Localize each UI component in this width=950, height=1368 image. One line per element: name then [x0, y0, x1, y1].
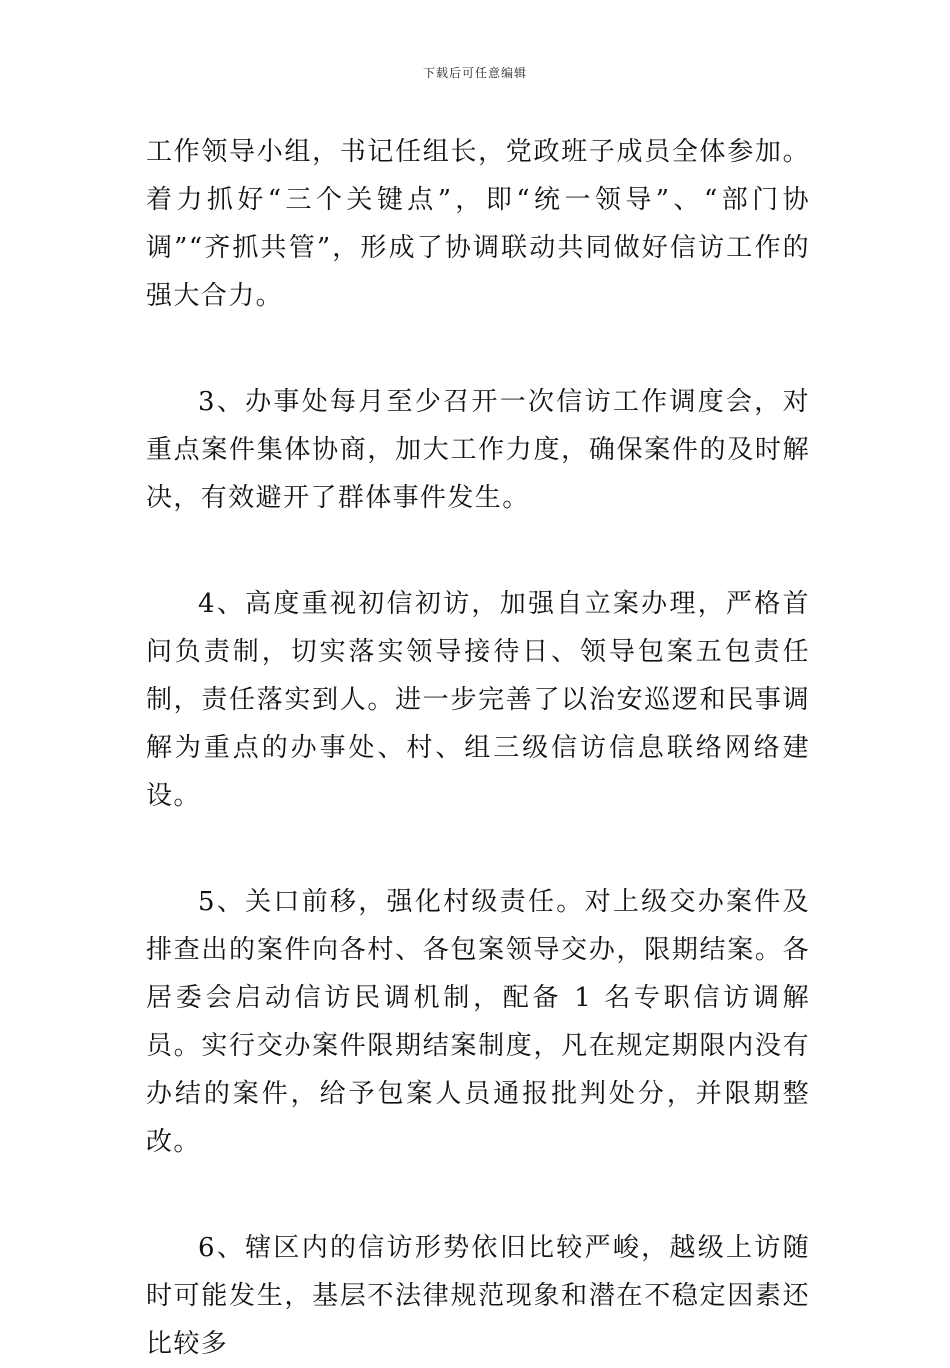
paragraph-gap [146, 820, 810, 878]
paragraph-item-4: 4、高度重视初信初访，加强自立案办理，严格首问负责制，切实落实领导接待日、领导包案五包责任制，责任落实到人。进一步完善了以治安巡逻和民事调解为重点的办事处、村、组三级信访信息联络网络建设。 [146, 589, 810, 811]
document-body [146, 128, 810, 1368]
paragraph-gap [146, 320, 810, 378]
paragraph-item-6: 6、辖区内的信访形势依旧比较严峻，越级上访随时可能发生，基层不法律规范现象和潜在不稳定因素还比较多 [146, 1233, 810, 1359]
paragraph-continuation: 工作领导小组，书记任组长，党政班子成员全体参加。着力抓好“三个关键点”，即“统一领导”、“部门协调”“齐抓共管”，形成了协调联动共同做好信访工作的强大合力。 [146, 137, 810, 311]
paragraph-item-5: 5、关口前移，强化村级责任。对上级交办案件及排查出的案件向各村、各包案领导交办，限期结案。各居委会启动信访民调机制，配备 1 名专职信访调解员。实行交办案件限期结案制度，凡在规定期限内没有办结的案件，给予包案人员通报批判处分，并限期整改。 [146, 887, 810, 1157]
paragraph-item-3: 3、办事处每月至少召开一次信访工作调度会，对重点案件集体协商，加大工作力度，确保案件的及时解决，有效避开了群体事件发生。 [146, 387, 810, 513]
page-header: 下载后可任意编辑 [422, 66, 527, 80]
paragraph-gap [146, 1166, 810, 1224]
paragraph-gap [146, 522, 810, 580]
